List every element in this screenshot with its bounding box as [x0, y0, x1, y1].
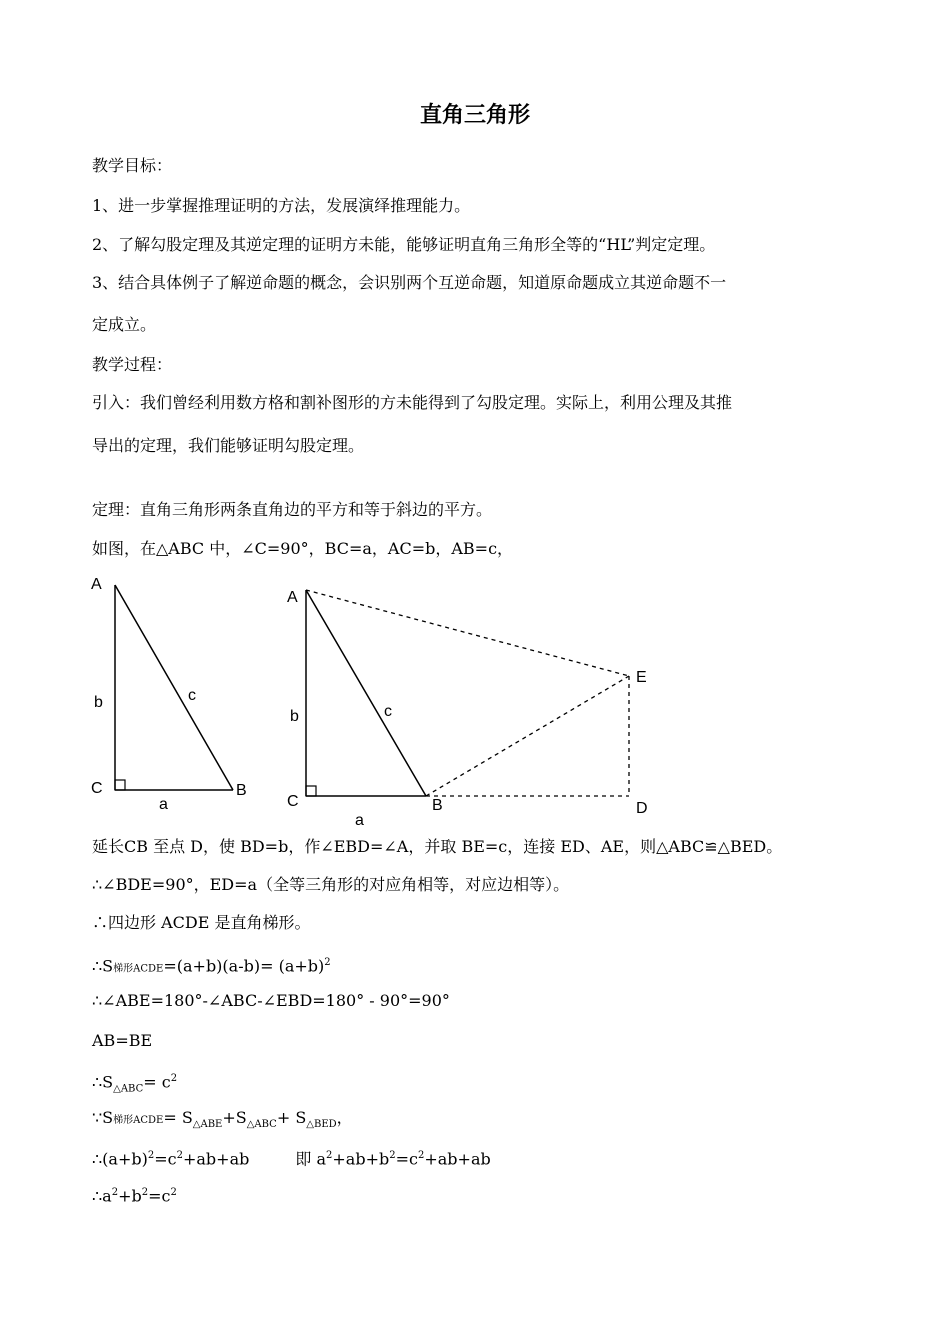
text: ∴S — [92, 1072, 114, 1092]
right-label-E: E — [636, 669, 647, 686]
given-statement: 如图，在△ABC 中，∠C=90°，BC=a，AC=b，AB=c， — [92, 539, 514, 558]
text: + S — [276, 1108, 307, 1127]
left-label-B: B — [236, 782, 247, 799]
superscript: 2 — [141, 1187, 149, 1198]
superscript: 2 — [417, 1150, 425, 1161]
text: =c — [148, 1186, 171, 1206]
proof-line-10 — [92, 1183, 177, 1206]
proof-line-2: ∴∠BDE=90°，ED=a（全等三角形的对应角相等，对应边相等）。 — [92, 875, 570, 894]
right-label-A: A — [287, 589, 298, 606]
text: +ab+ab — [424, 1149, 491, 1169]
text: ∴S — [92, 956, 114, 976]
objective-item-3: 3、结合具体例子了解逆命题的概念，会识别两个互逆命题，知道原命题成立其逆命题不一 — [92, 273, 727, 292]
text: = c — [143, 1072, 171, 1092]
theorem-statement: 定理：直角三角形两条直角边的平方和等于斜边的平方。 — [92, 500, 493, 519]
proof-line-7 — [92, 1069, 177, 1100]
right-label-B: B — [432, 797, 443, 814]
subscript: △ABC — [246, 1119, 277, 1131]
text: ∵S — [92, 1108, 114, 1127]
proof-line-1: 延长CB 至点 D，使 BD=b，作∠EBD=∠A，并取 BE=c，连接 ED、AE，则△ABC≌△BED。 — [92, 837, 783, 856]
right-label-b: b — [290, 708, 299, 725]
right-angle-marker — [306, 786, 316, 796]
superscript: 2 — [324, 957, 331, 968]
subscript: △ABC — [113, 1083, 144, 1095]
objective-item-3-cont: 定成立。 — [92, 315, 157, 334]
proof-line-6: AB=BE — [92, 1031, 153, 1050]
text: +b — [118, 1186, 142, 1206]
subscript: 梯形ACDE — [113, 1115, 164, 1126]
text: ∴a — [92, 1186, 112, 1206]
superscript: 2 — [111, 1187, 119, 1198]
proof-line-8 — [92, 1108, 353, 1135]
text: ∴(a+b) — [92, 1149, 148, 1169]
subscript: △ABE — [192, 1119, 223, 1131]
superscript: 2 — [176, 1150, 183, 1161]
page-title: 直角三角形 — [419, 103, 530, 128]
left-label-C: C — [91, 780, 103, 797]
text: +ab+b — [332, 1149, 390, 1169]
left-label-b: b — [94, 694, 103, 711]
right-angle-marker — [115, 780, 125, 790]
text: +ab+ab — [182, 1149, 250, 1169]
text: +S — [222, 1108, 247, 1127]
text: =(a+b)(a-b)= (a+b) — [163, 956, 325, 976]
objective-item-1: 1、进一步掌握推理证明的方法，发展演绎推理能力。 — [92, 196, 471, 215]
right-label-D: D — [636, 800, 648, 817]
left-triangle-figure — [91, 576, 247, 813]
right-label-a: a — [355, 812, 364, 829]
intro-line-1: 引入：我们曾经利用数方格和割补图形的方未能得到了勾股定理。实际上，利用公理及其推 — [92, 393, 733, 412]
proof-line-3: ∴四边形 ACDE 是直角梯形。 — [92, 913, 311, 932]
intro-line-2: 导出的定理，我们能够证明勾股定理。 — [92, 436, 365, 455]
objectives-heading: 教学目标： — [92, 156, 173, 175]
right-trapezoid-figure — [287, 589, 648, 829]
left-label-a: a — [159, 796, 168, 813]
subscript: 梯形ACDE — [113, 963, 164, 975]
text: =c — [395, 1149, 418, 1169]
text: 即 a — [295, 1149, 326, 1169]
right-label-c: c — [384, 703, 392, 720]
proof-line-4 — [92, 953, 331, 979]
proof-line-9 — [92, 1146, 491, 1169]
text: = S — [163, 1108, 193, 1127]
superscript: 2 — [170, 1073, 178, 1084]
subscript: △BED — [306, 1119, 337, 1131]
left-label-A: A — [91, 576, 102, 593]
text: ， — [336, 1108, 353, 1127]
proof-line-5: ∴∠ABE=180°-∠ABC-∠EBD=180° - 90°=90° — [92, 991, 450, 1010]
superscript: 2 — [147, 1150, 155, 1161]
process-heading: 教学过程： — [92, 355, 173, 374]
text: =c — [154, 1149, 177, 1169]
superscript: 2 — [326, 1150, 333, 1161]
objective-item-2: 2、了解勾股定理及其逆定理的证明方未能，能够证明直角三角形全等的“HL”判定定理。 — [92, 235, 716, 254]
superscript: 2 — [170, 1187, 177, 1198]
right-label-C: C — [287, 793, 299, 810]
left-label-c: c — [188, 687, 196, 704]
superscript: 2 — [389, 1150, 396, 1161]
